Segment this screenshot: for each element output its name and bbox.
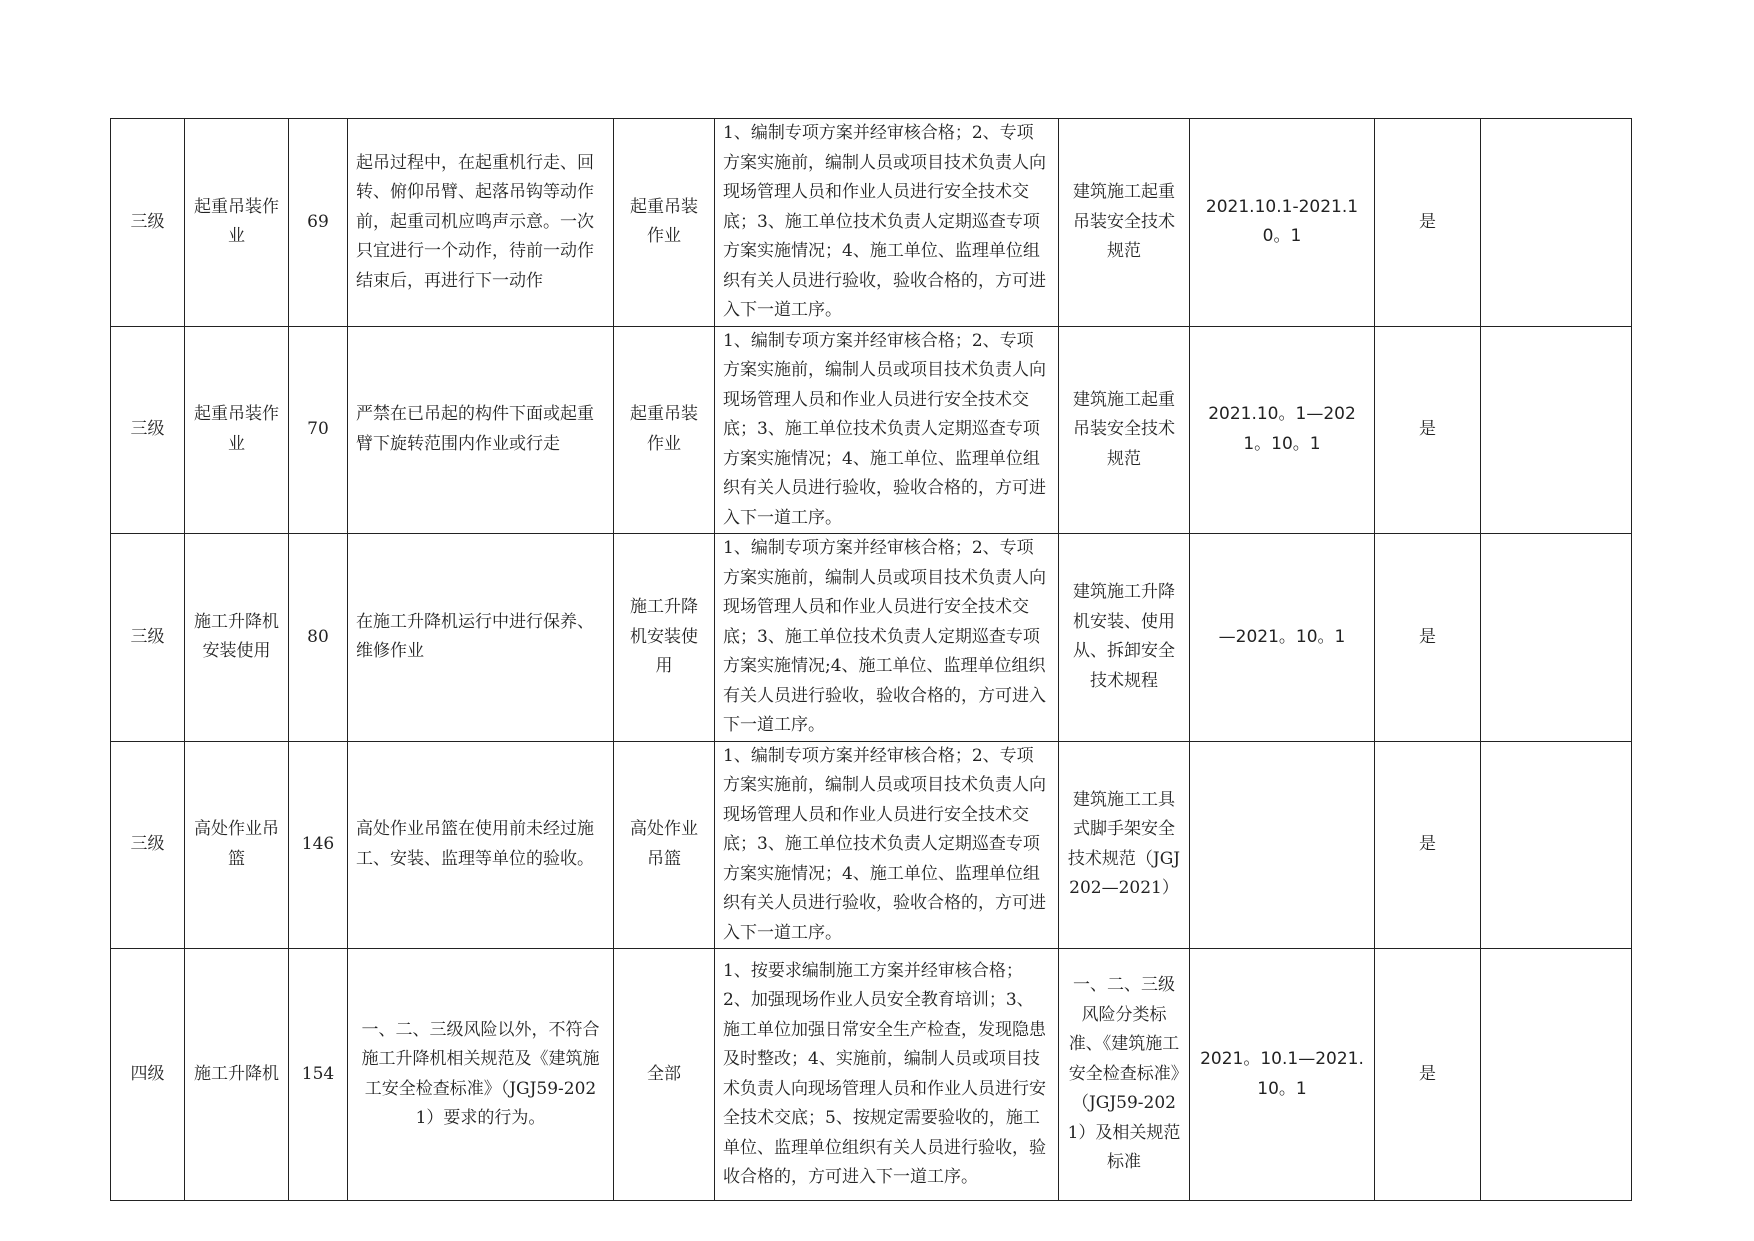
period-cell: —2021。10。1: [1190, 534, 1375, 742]
measures-cell: 1、按要求编制施工方案并经审核合格；2、加强现场作业人员安全教育培训；3、施工单位加强日常安全生产检查，发现隐患及时整改；4、实施前，编制人员或项目技术负责人向现场管理人员和作业人员进行安全技术交底；5、按规定需要验收的，施工单位、监理单位组织有关人员进行验收，验收合格的，方可进入下一道工序。: [715, 949, 1059, 1201]
number-cell: 70: [289, 326, 348, 534]
table-row: [111, 741, 1632, 949]
remark-cell: [1481, 119, 1632, 327]
scope-cell: 高处作业吊篮: [614, 741, 715, 949]
period-cell: 2021。10.1—2021.10。1: [1190, 949, 1375, 1201]
flag-cell: 是: [1375, 949, 1481, 1201]
description-cell: 起吊过程中，在起重机行走、回转、俯仰吊臂、起落吊钩等动作前，起重司机应鸣声示意。一次只宜进行一个动作，待前一动作结束后，再进行下一动作: [348, 119, 614, 327]
risk-level-cell: 三级: [111, 534, 185, 742]
description-cell: 一、二、三级风险以外，不符合施工升降机相关规范及《建筑施工安全检查标准》（JGJ59-2021）要求的行为。: [348, 949, 614, 1201]
scope-cell: 起重吊装作业: [614, 119, 715, 327]
period-cell: 2021.10。1—2021。10。1: [1190, 326, 1375, 534]
risk-level-cell: 三级: [111, 326, 185, 534]
table-row: [111, 534, 1632, 742]
scope-cell: 施工升降机安装使用: [614, 534, 715, 742]
measures-cell: 1、编制专项方案并经审核合格；2、专项方案实施前，编制人员或项目技术负责人向现场管理人员和作业人员进行安全技术交底；3、施工单位技术负责人定期巡查专项方案实施情况；4、施工单位、监理单位组织有关人员进行验收，验收合格的，方可进入下一道工序。: [715, 741, 1059, 949]
scope-cell: 全部: [614, 949, 715, 1201]
risk-level-cell: 三级: [111, 741, 185, 949]
table-row: [111, 326, 1632, 534]
remark-cell: [1481, 534, 1632, 742]
description-cell: 高处作业吊篮在使用前未经过施工、安装、监理等单位的验收。: [348, 741, 614, 949]
measures-cell: 1、编制专项方案并经审核合格；2、专项方案实施前，编制人员或项目技术负责人向现场管理人员和作业人员进行安全技术交底；3、施工单位技术负责人定期巡查专项方案实施情况；4、施工单位、监理单位组织有关人员进行验收，验收合格的，方可进入下一道工序。: [715, 119, 1059, 327]
remark-cell: [1481, 741, 1632, 949]
flag-cell: 是: [1375, 534, 1481, 742]
basis-cell: 建筑施工升降机安装、使用从、拆卸安全技术规程: [1059, 534, 1190, 742]
table-row: [111, 949, 1632, 1201]
category-cell: 施工升降机: [185, 949, 289, 1201]
basis-cell: 一、二、三级风险分类标准、《建筑施工安全检查标准》（JGJ59-2021）及相关规范标准: [1059, 949, 1190, 1201]
period-cell: [1190, 741, 1375, 949]
flag-cell: 是: [1375, 119, 1481, 327]
measures-cell: 1、编制专项方案并经审核合格；2、专项方案实施前，编制人员或项目技术负责人向现场管理人员和作业人员进行安全技术交底；3、施工单位技术负责人定期巡查专项方案实施情况;4、施工单位、监理单位组织有关人员进行验收，验收合格的，方可进入下一道工序。: [715, 534, 1059, 742]
description-cell: 在施工升降机运行中进行保养、维修作业: [348, 534, 614, 742]
number-cell: 80: [289, 534, 348, 742]
remark-cell: [1481, 949, 1632, 1201]
category-cell: 起重吊装作业: [185, 326, 289, 534]
basis-cell: 建筑施工起重吊装安全技术规范: [1059, 326, 1190, 534]
table-row: [111, 119, 1632, 327]
flag-cell: 是: [1375, 326, 1481, 534]
number-cell: 69: [289, 119, 348, 327]
measures-cell: 1、编制专项方案并经审核合格；2、专项方案实施前，编制人员或项目技术负责人向现场管理人员和作业人员进行安全技术交底；3、施工单位技术负责人定期巡查专项方案实施情况；4、施工单位、监理单位组织有关人员进行验收，验收合格的，方可进入下一道工序。: [715, 326, 1059, 534]
basis-cell: 建筑施工起重吊装安全技术规范: [1059, 119, 1190, 327]
category-cell: 施工升降机安装使用: [185, 534, 289, 742]
risk-level-cell: 四级: [111, 949, 185, 1201]
category-cell: 起重吊装作业: [185, 119, 289, 327]
flag-cell: 是: [1375, 741, 1481, 949]
number-cell: 146: [289, 741, 348, 949]
risk-table: [110, 118, 1632, 1201]
period-cell: 2021.10.1-2021.10。1: [1190, 119, 1375, 327]
category-cell: 高处作业吊篮: [185, 741, 289, 949]
number-cell: 154: [289, 949, 348, 1201]
scope-cell: 起重吊装作业: [614, 326, 715, 534]
basis-cell: 建筑施工工具式脚手架安全技术规范（JGJ202—2021）: [1059, 741, 1190, 949]
remark-cell: [1481, 326, 1632, 534]
risk-level-cell: 三级: [111, 119, 185, 327]
description-cell: 严禁在已吊起的构件下面或起重臂下旋转范围内作业或行走: [348, 326, 614, 534]
